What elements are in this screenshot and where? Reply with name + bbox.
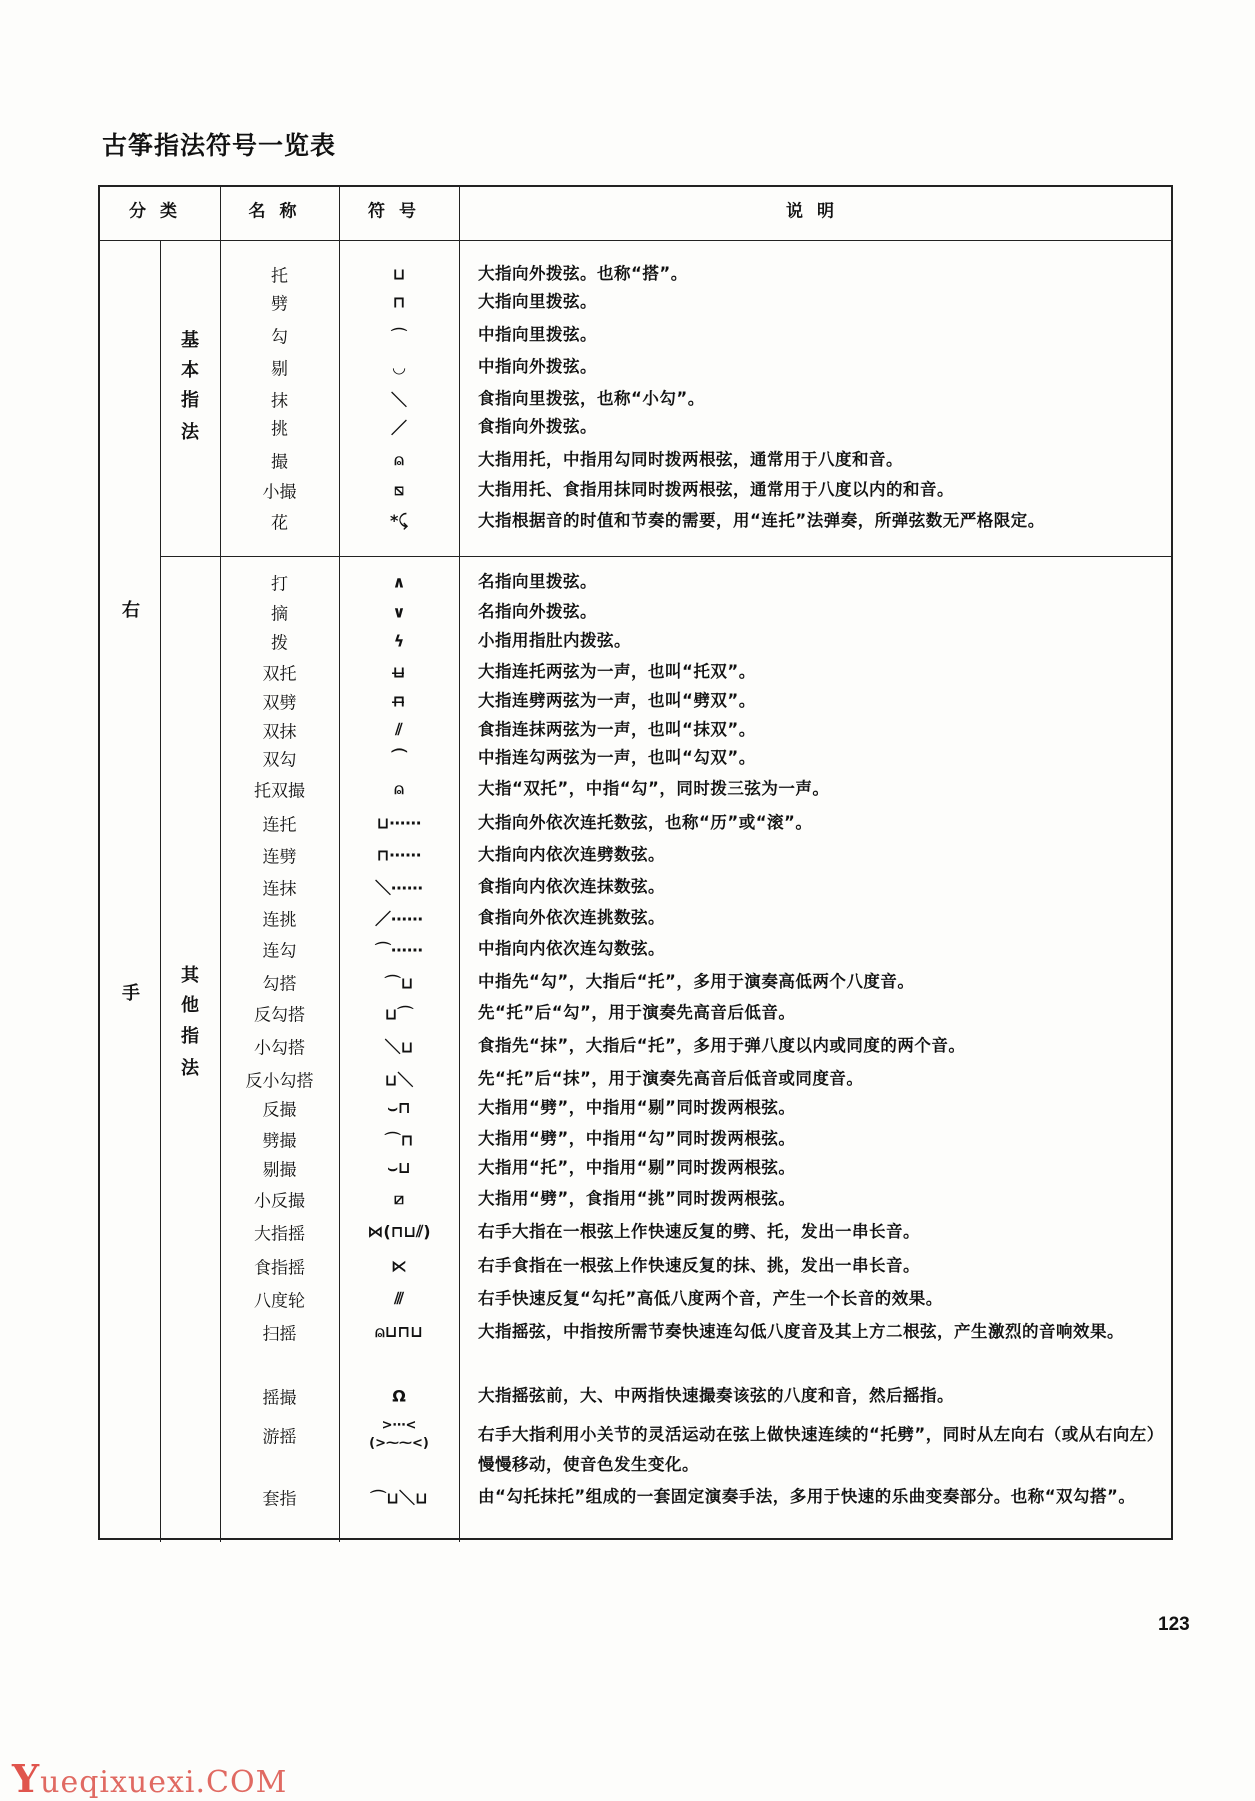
- fingering-name: 托: [271, 266, 288, 287]
- fingering-description: 食指先“抹”，大指后“托”，多用于弹八度以内或同度的两个音。: [478, 1036, 966, 1055]
- fingering-symbol: ⊔＼: [384, 1070, 414, 1090]
- category-hand-char: 右: [122, 600, 140, 621]
- header-category: 分类: [129, 201, 191, 222]
- fingering-name: 挑: [271, 419, 288, 440]
- fingering-symbol: ＼⋯⋯: [374, 878, 423, 898]
- fingering-description: 大指摇弦，中指按所需节奏快速连勾低八度音及其上方二根弦，产生激烈的音响效果。: [478, 1322, 1124, 1341]
- watermark-text: ueqixuexi.COM: [40, 1765, 288, 1800]
- fingering-name: 套指: [262, 1489, 297, 1510]
- fingering-symbol: ／⋯⋯: [374, 909, 423, 929]
- fingering-symbol: ⌒: [390, 326, 407, 346]
- fingering-table: [98, 185, 1173, 1540]
- fingering-symbol: ⧄: [393, 1189, 405, 1208]
- fingering-symbol: ⊓̶: [392, 691, 406, 711]
- fingering-symbol: ⏜: [391, 748, 407, 767]
- fingering-description: 大指用托、食指用抹同时拨两根弦，通常用于八度以内的和音。: [478, 480, 954, 499]
- fingering-symbol: ＼: [390, 390, 407, 410]
- fingering-symbol: ⧅: [393, 480, 405, 499]
- fingering-description: 食指向外依次连挑数弦。: [478, 908, 665, 927]
- fingering-symbol: ⌒⊓: [384, 1130, 414, 1150]
- fingering-name: 勾: [271, 327, 288, 348]
- fingering-name: 大指摇: [254, 1224, 305, 1245]
- fingering-name: 双劈: [262, 693, 297, 714]
- fingering-description: 右手食指在一根弦上作快速反复的抹、挑，发出一串长音。: [478, 1256, 920, 1275]
- fingering-name: 双托: [262, 664, 297, 685]
- fingering-name: 劈撮: [262, 1131, 297, 1152]
- fingering-description: 食指向里拨弦，也称“小勾”。: [478, 389, 705, 408]
- fingering-description: 食指连抹两弦为一声，也叫“抹双”。: [478, 720, 756, 739]
- fingering-name: 拨: [271, 633, 288, 654]
- fingering-name: 撮: [271, 452, 288, 473]
- fingering-description: 先“托”后“抹”，用于演奏先高音后低音或同度音。: [478, 1069, 864, 1088]
- fingering-description: 大指向里拨弦。: [478, 292, 597, 311]
- fingering-name: 托双撮: [254, 781, 305, 802]
- fingering-description: 大指连托两弦为一声，也叫“托双”。: [478, 662, 756, 681]
- col-divider-subcategory: [160, 240, 161, 1542]
- fingering-name: 小勾搭: [254, 1038, 305, 1059]
- header-description: 说明: [786, 201, 848, 222]
- fingering-name: 连托: [262, 815, 297, 836]
- fingering-description: 大指用“劈”，中指用“勾”同时拨两根弦。: [478, 1129, 796, 1148]
- fingering-symbol: ⊔: [392, 264, 406, 284]
- fingering-name: 小反撮: [254, 1191, 305, 1212]
- fingering-symbol: ⌒⊔＼⊔: [370, 1488, 428, 1508]
- fingering-symbol: ⋈(⊓⊔⫽): [367, 1222, 431, 1241]
- fingering-name: 连劈: [262, 847, 297, 868]
- fingering-symbol: ⊓: [392, 292, 406, 312]
- fingering-description: 大指用“托”，中指用“剔”同时拨两根弦。: [478, 1158, 796, 1177]
- fingering-description: 大指根据音的时值和节奏的需要，用“连托”法弹奏，所弹弦数无严格限定。: [478, 511, 1045, 530]
- category-other-char: 其: [181, 965, 199, 986]
- category-other-char: 指: [181, 1026, 199, 1047]
- fingering-name: 抹: [271, 391, 288, 412]
- fingering-description: 大指向内依次连劈数弦。: [478, 845, 665, 864]
- fingering-description: 大指摇弦前，大、中两指快速撮奏该弦的八度和音，然后摇指。: [478, 1386, 954, 1405]
- fingering-description: 中指向内依次连勾数弦。: [478, 939, 665, 958]
- fingering-symbol: *⤹: [390, 511, 408, 530]
- fingering-name: 剔撮: [262, 1160, 297, 1181]
- fingering-name: 勾搭: [262, 974, 297, 995]
- fingering-name: 打: [271, 574, 288, 595]
- fingering-name: 剔: [271, 359, 288, 380]
- watermark-initial: Y: [12, 1756, 41, 1801]
- fingering-description: 大指用托，中指用勾同时拨两根弦，通常用于八度和音。: [478, 450, 903, 469]
- header-name: 名称: [248, 201, 311, 222]
- fingering-symbol: ⊔⌒: [384, 1004, 414, 1024]
- category-basic-char: 法: [181, 422, 199, 443]
- fingering-name: 花: [271, 513, 288, 534]
- fingering-symbol: ⊔̶: [392, 662, 406, 682]
- fingering-symbol: ⌣⊓: [387, 1098, 411, 1117]
- category-basic-char: 指: [181, 390, 199, 411]
- fingering-symbol: Ω: [392, 1386, 406, 1406]
- fingering-description: 中指先“勾”，大指后“托”，多用于演奏高低两个八度音。: [478, 972, 915, 991]
- fingering-name: 连抹: [262, 879, 297, 900]
- fingering-description: 中指向外拨弦。: [478, 357, 597, 376]
- fingering-symbol: ⌣⊔: [387, 1158, 411, 1177]
- fingering-description: 食指向内依次连抹数弦。: [478, 877, 665, 896]
- fingering-symbol: ∨: [392, 602, 406, 622]
- fingering-description: 中指连勾两弦为一声，也叫“勾双”。: [478, 748, 756, 767]
- fingering-name: 摘: [271, 604, 288, 625]
- fingering-name: 游摇: [262, 1427, 297, 1448]
- fingering-name: 食指摇: [254, 1258, 305, 1279]
- fingering-name: 连挑: [262, 910, 297, 931]
- fingering-name: 双抹: [262, 722, 297, 743]
- category-hand-char: 手: [122, 983, 140, 1004]
- fingering-name: 反勾搭: [254, 1005, 305, 1026]
- fingering-name: 八度轮: [254, 1291, 305, 1312]
- fingering-name: 小撮: [262, 482, 297, 503]
- fingering-description: 大指向外拨弦。也称“搭”。: [478, 264, 688, 283]
- fingering-description: 右手大指在一根弦上作快速反复的劈、托，发出一串长音。: [478, 1222, 920, 1241]
- fingering-description: 名指向里拨弦。: [478, 572, 597, 591]
- fingering-name: 连勾: [262, 941, 297, 962]
- fingering-name: 反撮: [262, 1100, 297, 1121]
- fingering-description: 先“托”后“勾”，用于演奏先高音后低音。: [478, 1003, 796, 1022]
- fingering-symbol: ⫽: [395, 720, 403, 739]
- fingering-description: 食指向外拨弦。: [478, 417, 597, 436]
- header-divider: [100, 240, 1171, 241]
- fingering-description: 小指用指肚内拨弦。: [478, 631, 631, 650]
- fingering-description: 名指向外拨弦。: [478, 602, 597, 621]
- fingering-name: 劈: [271, 294, 288, 315]
- fingering-description: 大指连劈两弦为一声，也叫“劈双”。: [478, 691, 756, 710]
- fingering-symbol: ⊓⋯⋯: [376, 845, 422, 865]
- fingering-description: 大指向外依次连托数弦，也称“历”或“滚”。: [478, 813, 813, 832]
- fingering-name: 扫摇: [262, 1324, 297, 1345]
- fingering-symbol: ／: [390, 418, 407, 438]
- header-symbol: 符号: [368, 201, 430, 222]
- fingering-name: 双勾: [262, 750, 297, 771]
- section-divider: [160, 556, 1171, 557]
- fingering-symbol: ⍝: [394, 450, 404, 469]
- page-title: 古筝指法符号一览表: [102, 131, 337, 160]
- fingering-description: 大指用“劈”，食指用“挑”同时拨两根弦。: [478, 1189, 796, 1208]
- fingering-symbol: ⫻: [394, 1289, 404, 1308]
- category-other-char: 法: [181, 1058, 199, 1079]
- fingering-symbol: ⋉: [391, 1256, 407, 1276]
- category-other-char: 他: [181, 995, 199, 1016]
- fingering-symbol: ∧: [392, 572, 406, 592]
- fingering-name: 摇撮: [262, 1388, 297, 1409]
- fingering-symbol: ＼⊔: [384, 1037, 414, 1057]
- fingering-description: 右手大指利用小关节的灵活运动在弦上做快速连续的“托劈”，同时从左向右（或从右向左）慢慢移动，使音色发生变化。: [478, 1425, 1164, 1474]
- fingering-symbol: ⌒⊔: [384, 973, 414, 993]
- fingering-description: 右手快速反复“勾托”高低八度两个音，产生一个长音的效果。: [478, 1289, 943, 1308]
- fingering-symbol: ⊔⋯⋯: [376, 813, 422, 833]
- fingering-description: 大指用“劈”，中指用“剔”同时拨两根弦。: [478, 1098, 796, 1117]
- page-number: 123: [1158, 1614, 1190, 1635]
- category-basic-char: 基: [181, 330, 199, 351]
- fingering-description: 大指“双托”，中指“勾”，同时拨三弦为一声。: [478, 779, 830, 798]
- fingering-symbol: ϟ: [393, 631, 405, 651]
- fingering-symbol: >⋯< (>⁓⁓<): [369, 1418, 429, 1451]
- fingering-description: 由“勾托抹托”组成的一套固定演奏手法，多用于快速的乐曲变奏部分。也称“双勾搭”。: [478, 1487, 1136, 1506]
- fingering-symbol: ⌒⋯⋯: [374, 940, 423, 960]
- fingering-symbol: ◡: [392, 357, 406, 377]
- fingering-name: 反小勾搭: [245, 1071, 314, 1092]
- category-basic-char: 本: [181, 360, 199, 381]
- fingering-symbol: ⍝⊔⊓⊔: [375, 1322, 423, 1341]
- col-divider-desc: [459, 187, 460, 1542]
- fingering-symbol: ⍝: [394, 779, 404, 798]
- watermark-logo: [12, 1756, 287, 1801]
- fingering-description: 中指向里拨弦。: [478, 325, 597, 344]
